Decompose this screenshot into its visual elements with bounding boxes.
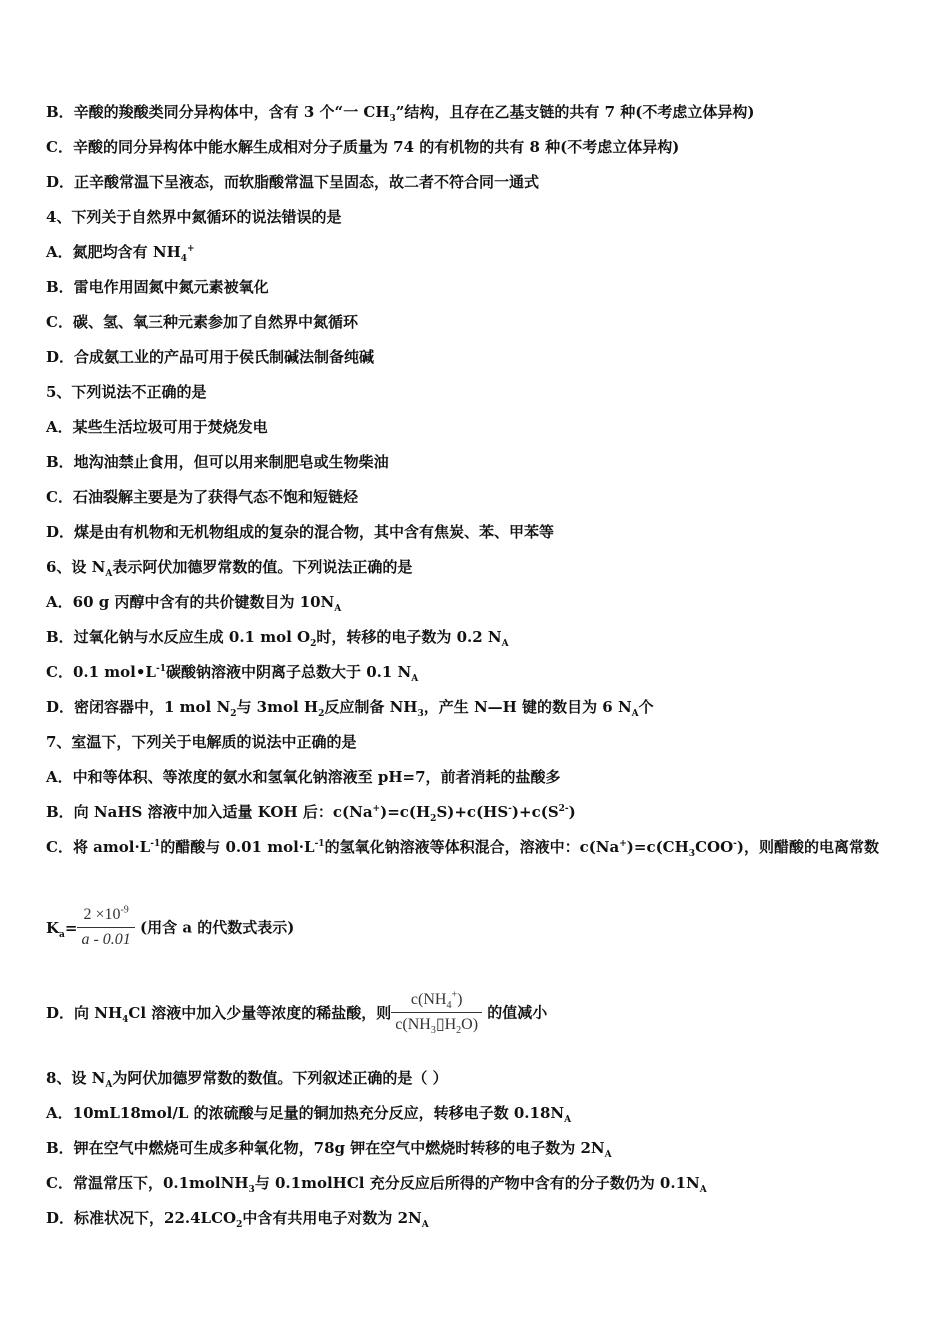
q6-option-a (46, 592, 341, 612)
text: 为阿伏加德罗常数的数值。下列叙述正确的是（ ） (112, 1069, 448, 1087)
text: 反应制备 NH (324, 698, 418, 716)
text: 6、设 N (46, 558, 106, 576)
question-4-stem: 4、下列关于自然界中氮循环的说法错误的是 (46, 208, 342, 226)
subscript: A (699, 1185, 707, 1195)
text: )+c(S (511, 803, 559, 821)
subscript: 2 (236, 1220, 243, 1230)
q4-option-c: C．碳、氢、氧三种元素参加了自然界中氮循环 (46, 313, 358, 331)
text: = (64, 918, 78, 937)
superscript: + (372, 804, 381, 814)
text: 个 (638, 698, 654, 716)
superscript: -1 (150, 839, 161, 849)
text: ，产生 N—H 键的数目为 6 N (423, 698, 632, 716)
q3-option-c: C．辛酸的同分异构体中能水解生成相对分子质量为 74 的有机物的共有 8 种(不考虑立体异构) (46, 138, 680, 156)
q6-option-c (46, 662, 418, 682)
subscript: 4 (446, 1000, 452, 1012)
q6-option-d (46, 697, 654, 717)
text: )=c(H (380, 803, 431, 821)
fraction-numerator (77, 905, 134, 928)
text: 与 0.1molHCl 充分反应后所得的产物中含有的分子数仍为 0.1N (254, 1174, 700, 1192)
q7-option-b (46, 802, 576, 822)
text: C．0.1 mol•L (46, 663, 156, 681)
q5-option-b: B．地沟油禁止食用，但可以用来制肥皂或生物柴油 (46, 453, 389, 471)
superscript: -9 (120, 904, 129, 916)
q6-option-b (46, 627, 509, 647)
text: ) (457, 991, 463, 1008)
q5-option-a: A．某些生活垃圾可用于焚烧发电 (46, 418, 268, 436)
superscript: + (451, 989, 458, 1001)
subscript: 4 (180, 254, 188, 264)
text-group (46, 1003, 392, 1025)
text: C．将 amol·L (46, 838, 151, 856)
ka-fraction (77, 905, 134, 950)
subscript: A (421, 1220, 429, 1230)
question-5-stem: 5、下列说法不正确的是 (46, 383, 207, 401)
text: 中含有共用电子对数为 2N (242, 1209, 422, 1227)
subscript: 2 (310, 639, 317, 649)
superscript: + (187, 244, 195, 254)
text: S)+c(HS (436, 803, 509, 821)
subscript: 3 (688, 849, 696, 859)
text: )，则醋酸的电离常数 (736, 838, 879, 856)
q3-option-b (46, 102, 755, 122)
text: A．氮肥均含有 NH (46, 243, 181, 261)
text: COO (695, 838, 734, 856)
question-6-stem (46, 557, 412, 577)
text: 8、设 N (46, 1069, 106, 1087)
subscript: 2 (456, 1025, 462, 1037)
q7-option-c (46, 837, 879, 857)
subscript: A (334, 604, 342, 614)
subscript: A (411, 674, 419, 684)
text: D．密闭容器中，1 mol N (46, 698, 231, 716)
text: D．标准状况下，22.4LCO (46, 1209, 237, 1227)
subscript: A (105, 1080, 113, 1090)
fraction-denominator (77, 928, 134, 950)
text: B．过氧化钠与水反应生成 0.1 mol O (46, 628, 311, 646)
text: ”结构，且存在乙基支链的共有 7 种(不考虑立体异构) (395, 103, 755, 121)
subscript: 3 (430, 1025, 436, 1037)
text: 表示阿伏加德罗常数的值。下列说法正确的是 (112, 558, 413, 576)
text: a - 0.01 (81, 931, 131, 948)
subscript: A (564, 1115, 572, 1125)
text: A．10mL18mol/L 的浓硫酸与足量的铜加热充分反应，转移电子数 0.18N (46, 1104, 565, 1122)
q3-option-d: D．正辛酸常温下呈液态，而软脂酸常温下呈固态，故二者不符合同一通式 (46, 173, 540, 191)
text: C．常温常压下，0.1molNH (46, 1174, 249, 1192)
subscript: 4 (122, 1014, 129, 1025)
q4-option-b: B．雷电作用固氮中氮元素被氧化 (46, 278, 269, 296)
subscript: 3 (417, 709, 424, 719)
ka-label (46, 918, 78, 940)
subscript: 3 (248, 1185, 255, 1195)
q7-ka-expression (46, 905, 294, 950)
text: B．钾在空气中燃烧可生成多种氧化物，78g 钾在空气中燃烧时转移的电子数为 2N (46, 1139, 605, 1157)
text: c(NH (410, 991, 447, 1008)
text: K (46, 918, 60, 937)
text: 的氢氧化钠溶液等体积混合，溶液中：c(Na (324, 838, 620, 856)
superscript: 2- (558, 804, 569, 814)
q4-option-a (46, 242, 195, 262)
q5-option-d: D．煤是由有机物和无机物组成的复杂的混合物，其中含有焦炭、苯、甲苯等 (46, 523, 555, 541)
superscript: + (619, 839, 627, 849)
text: ) (568, 803, 576, 821)
text: ▯H (435, 1016, 457, 1033)
text: 时，转移的电子数为 0.2 N (316, 628, 502, 646)
q5-option-c: C．石油裂解主要是为了获得气态不饱和短链烃 (46, 488, 358, 506)
q7-option-a: A．中和等体积、等浓度的氨水和氢氧化钠溶液至 pH=7，前者消耗的盐酸多 (46, 768, 561, 786)
text: B．辛酸的羧酸类同分异构体中，含有 3 个“一 CH (46, 103, 390, 121)
text: O) (461, 1016, 479, 1033)
q4-option-d: D．合成氨工业的产品可用于侯氏制碱法制备纯碱 (46, 348, 375, 366)
text: (用含 a 的代数式表示) (134, 918, 295, 937)
question-8-stem (46, 1068, 448, 1088)
subscript: 3 (389, 114, 396, 124)
subscript: A (105, 569, 113, 579)
text: B．向 NaHS 溶液中加入适量 KOH 后：c(Na (46, 803, 373, 821)
q8-option-c (46, 1173, 707, 1193)
superscript: - (508, 804, 512, 814)
text: 碳酸钠溶液中阴离子总数大于 0.1 N (165, 663, 412, 681)
text: 2 ×10 (83, 906, 121, 923)
text: )=c(CH (626, 838, 689, 856)
text: Cl 溶液中加入少量等浓度的稀盐酸，则 (128, 1003, 392, 1022)
superscript: - (733, 839, 737, 849)
q8-option-d (46, 1208, 429, 1228)
text: c(NH (395, 1016, 431, 1033)
subscript: 2 (230, 709, 237, 719)
text: 与 3mol H (236, 698, 319, 716)
superscript: -1 (155, 664, 166, 674)
superscript: -1 (314, 839, 325, 849)
q7-option-d (46, 990, 547, 1035)
subscript: A (604, 1150, 612, 1160)
text: 的值减小 (482, 1003, 548, 1022)
text: 的醋酸与 0.01 mol·L (160, 838, 315, 856)
fraction-numerator (391, 990, 482, 1013)
text: D．向 NH (46, 1003, 123, 1022)
q8-option-a (46, 1103, 571, 1123)
q8-option-b (46, 1138, 612, 1158)
subscript: a (59, 929, 65, 940)
subscript: A (631, 709, 639, 719)
text: A．60 g 丙醇中含有的共价键数目为 10N (46, 593, 335, 611)
ratio-fraction (391, 990, 482, 1035)
fraction-denominator (391, 1013, 482, 1035)
question-7-stem: 7、室温下，下列关于电解质的说法中正确的是 (46, 733, 357, 751)
subscript: A (501, 639, 509, 649)
subscript: 2 (318, 709, 325, 719)
subscript: 2 (430, 814, 437, 824)
